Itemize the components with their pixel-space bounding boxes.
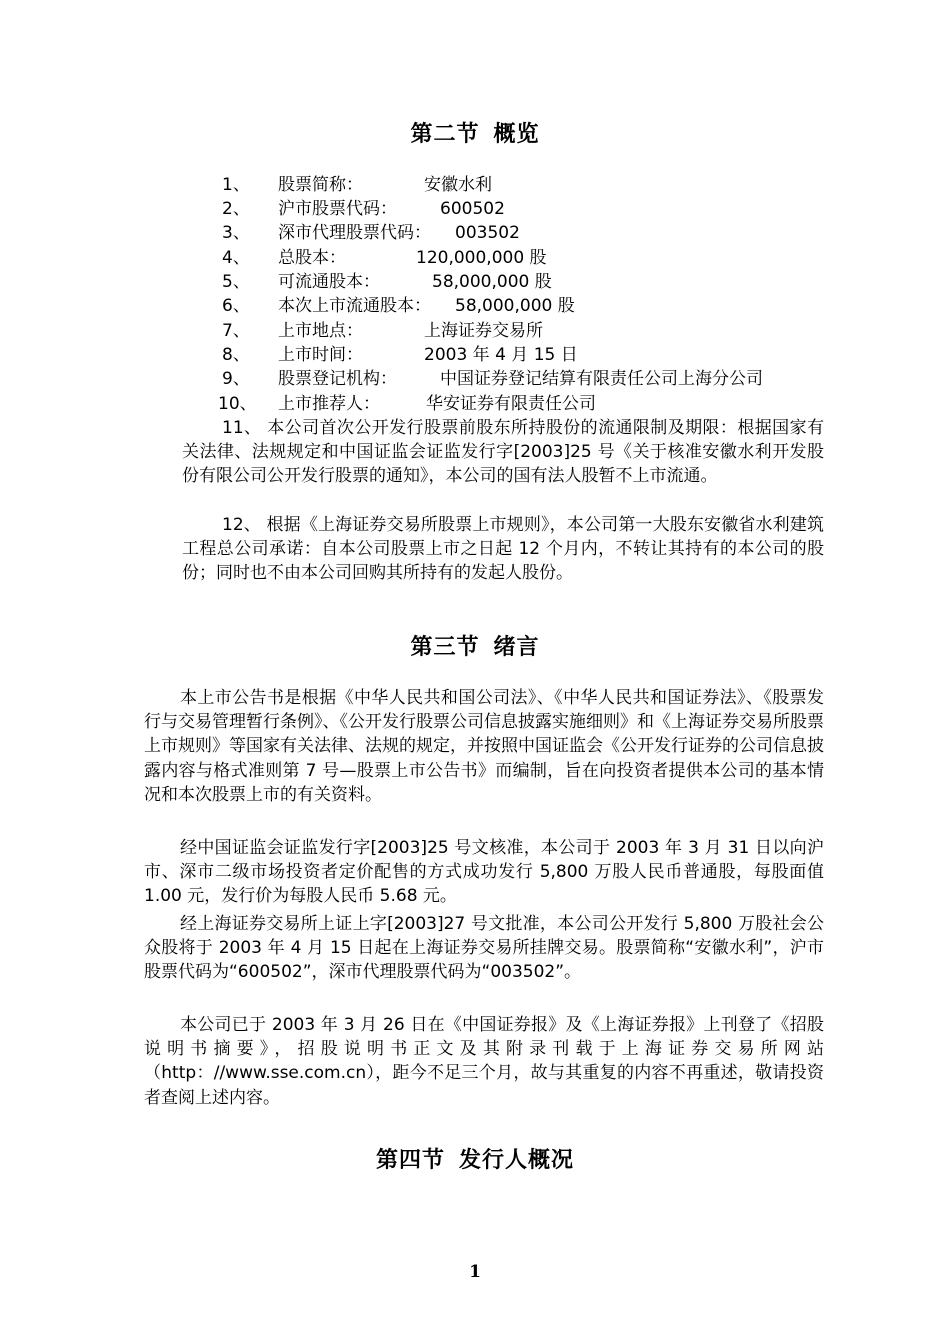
section-title: 概览 xyxy=(493,122,540,147)
intro-paragraph-2: 经中国证监会证监发行字[2003]25 号文核准，本公司于 2003 年 3 月 31 日以向沪市、深市二级市场投资者定价配售的方式成功发行 5,800 万股人民币普通股，每股面值 1.00 元，发行价为每股人民币 5.68 元。 xyxy=(144,838,824,907)
document-page: 第二节 概览 1、 股票简称： 安徽水利 2、 沪市股票代码： 600502 3、 深市代理股票代码： 003502 4、 总股本： 120,000,000 股 5、 可流通股本： 58,000,000 股 6、 本次上市流通股本： 58,000,000 股 7、 上市地点： 上海证券交易所 8、 上市时间： 2003 年 4 月 15 日 9、 股票登记机构： 中国证券登记结算有限责任公司上海分公司 10、 上市推荐人： 华安证券有限责任公司 11、 本公司首次公开发行股票前股东所持股份的流通限制及期限：根据国家有关法律、法规规定和中国证监会证监发行字[2003]25 号《关于核准安徽水利开发股份有限公司公开发行股票的通知》，本公司的国有法人股暂不上市流通。 12、 根据《上海证券交易所股票上市规则》，本公司第一大股东安徽省水利建筑工程总公司承诺：自本公司股票上市之日起 12 个月内，不转让其持有的本公司的股份；同时也不由本公司回购其所持有的发起人股份。 第三节 绪言 本上市公告书是根据《中华人民共和国公司法》、《中华人民共和国证券法》、《股票发行与交易管理暂行条例》、《公开发行股票公司信息披露实施细则》和《上海证券交易所股票上市规则》等国家有关法律、法规的规定，并按照中国证监会《公开发行证券的公司信息披露内容与格式准则第 7 号—股票上市公告书》而编制，旨在向投资者提供本公司的基本情况和本次股票上市的有关资料。 经中国证监会证监发行字[2003]25 号文核准，本公司于 2003 年 3 月 31 日以向沪市、深市二级市场投资者定价配售的方式成功发行 5,800 万股人民币普通股，每股面值 1.00 元，发行价为每股人民币 5.68 元。 经上海证券交易所上证上字[2003]27 号文批准，本公司公开发行 5,800 万股社会公众股将于 2003 年 4 月 15 日起在上海证券交易所挂牌交易。股票简称“安徽水利”，沪市股票代码为“600502”，深市代理股票代码为“003502”。 本公司已于 2003 年 3 月 26 日在《中国证券报》及《上海证券报》上刊登了《招股说明书摘要》，招股说明书正文及其附录刊载于上海证券交易所网站（http：//www.sse.com.cn），距今不足三个月，故与其重复的内容不再重述，敬请投资者查阅上述内容。 第四节 发行人概况 1 xyxy=(0,0,950,1342)
overview-item-12: 12、 根据《上海证券交易所股票上市规则》，本公司第一大股东安徽省水利建筑工程总公司承诺：自本公司股票上市之日起 12 个月内，不转让其持有的本公司的股份；同时也不由本公司回购其所持有的发起人股份。 xyxy=(182,515,824,584)
intro-paragraph-4: 本公司已于 2003 年 3 月 26 日在《中国证券报》及《上海证券报》上刊登了《招股说明书摘要》，招股说明书正文及其附录刊载于上海证券交易所网站（http：//www.sse.com.cn），距今不足三个月，故与其重复的内容不再重述，敬请投资者查阅上述内容。 xyxy=(144,1015,824,1108)
section-heading-issuer-profile xyxy=(0,1143,950,1174)
section-number: 第三节 xyxy=(410,635,480,660)
section-heading-overview xyxy=(0,117,950,148)
section-number: 第四节 xyxy=(375,1148,445,1173)
section-heading-introduction xyxy=(0,630,950,661)
section-title: 绪言 xyxy=(493,635,540,660)
overview-item-11: 11、 本公司首次公开发行股票前股东所持股份的流通限制及期限：根据国家有关法律、法规规定和中国证监会证监发行字[2003]25 号《关于核准安徽水利开发股份有限公司公开发行股票的通知》，本公司的国有法人股暂不上市流通。 xyxy=(182,418,824,487)
intro-paragraph-3: 经上海证券交易所上证上字[2003]27 号文批准，本公司公开发行 5,800 万股社会公众股将于 2003 年 4 月 15 日起在上海证券交易所挂牌交易。股票简称“安徽水利”，沪市股票代码为“600502”，深市代理股票代码为“003502”。 xyxy=(144,914,824,983)
page-number: 1 xyxy=(469,1262,481,1282)
section-title: 发行人概况 xyxy=(459,1148,575,1173)
intro-paragraph-1: 本上市公告书是根据《中华人民共和国公司法》、《中华人民共和国证券法》、《股票发行与交易管理暂行条例》、《公开发行股票公司信息披露实施细则》和《上海证券交易所股票上市规则》等国家有关法律、法规的规定，并按照中国证监会《公开发行证券的公司信息披露内容与格式准则第 7 号—股票上市公告书》而编制，旨在向投资者提供本公司的基本情况和本次股票上市的有关资料。 xyxy=(144,688,824,805)
section-number: 第二节 xyxy=(410,122,480,147)
